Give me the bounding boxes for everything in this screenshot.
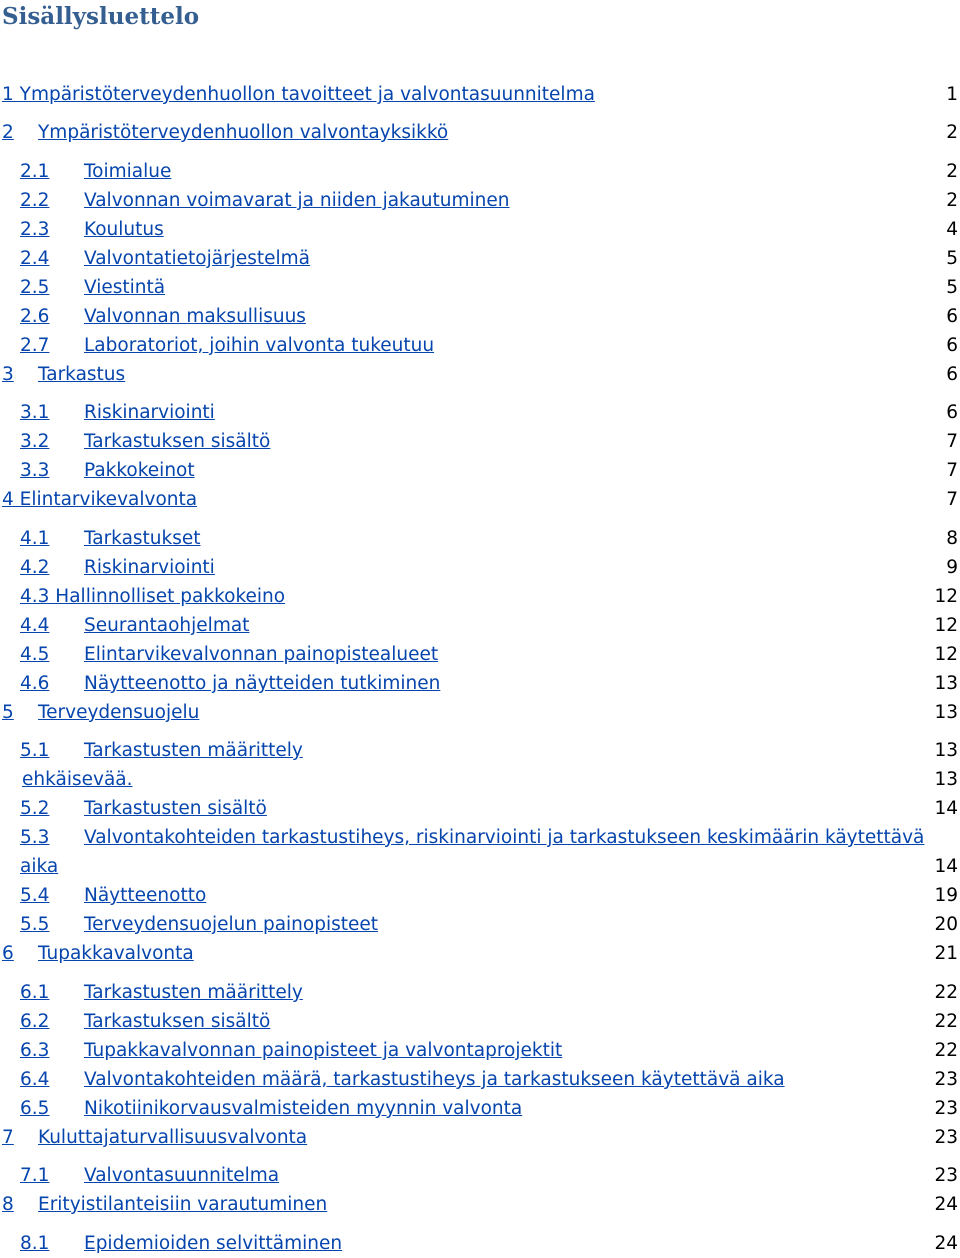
toc-number-link[interactable]: 2.5 xyxy=(20,277,50,298)
toc-page-number: 20 xyxy=(934,914,958,935)
toc-number-link[interactable]: 2.3 xyxy=(20,219,50,240)
toc-entry xyxy=(0,939,960,968)
toc-entry xyxy=(0,360,960,389)
toc-entry xyxy=(0,823,960,852)
toc-link[interactable]: 4.3 Hallinnolliset pakkokeino xyxy=(20,586,286,607)
toc-link[interactable]: Valvontasuunnitelma xyxy=(84,1165,280,1186)
toc-link[interactable]: Tarkastuksen sisältö xyxy=(84,431,271,452)
toc-link[interactable]: Pakkokeinot xyxy=(84,460,195,481)
toc-entry xyxy=(0,157,960,186)
toc-page-number: 23 xyxy=(934,1127,958,1148)
toc-number-link[interactable]: 3.2 xyxy=(20,431,50,452)
toc-link[interactable]: Laboratoriot, joihin valvonta tukeutuu xyxy=(84,335,435,356)
toc-page-number: 22 xyxy=(934,1011,958,1032)
toc-link[interactable]: Tarkastusten määrittely xyxy=(84,982,303,1003)
toc-number-link[interactable]: 4.2 xyxy=(20,557,50,578)
toc-page-number: 4 xyxy=(946,219,958,240)
toc-page-number: 24 xyxy=(934,1194,958,1215)
toc-number-link[interactable]: 5 xyxy=(2,702,14,723)
toc-entry xyxy=(0,80,960,109)
toc-page-number: 23 xyxy=(934,1098,958,1119)
toc-link[interactable]: Koulutus xyxy=(84,219,164,240)
toc-page-number: 2 xyxy=(946,122,958,143)
toc-number-link[interactable]: 5.1 xyxy=(20,740,50,761)
toc-entry xyxy=(0,1229,960,1258)
toc-number-link[interactable]: 5.5 xyxy=(20,914,50,935)
toc-link[interactable]: Tarkastukset xyxy=(84,528,201,549)
toc-entry xyxy=(0,852,960,881)
toc-entry xyxy=(0,1036,960,1065)
toc-entry xyxy=(0,1094,960,1123)
toc-number-link[interactable]: 2 xyxy=(2,122,14,143)
toc-entry xyxy=(0,244,960,273)
toc-number-link[interactable]: 4.5 xyxy=(20,644,50,665)
toc-page-number: 2 xyxy=(946,161,958,182)
toc-entry xyxy=(0,640,960,669)
toc-entry xyxy=(0,582,960,611)
toc-number-link[interactable]: 4.1 xyxy=(20,528,50,549)
toc-entry xyxy=(0,302,960,331)
toc-entry xyxy=(0,698,960,727)
toc-entry xyxy=(0,118,960,147)
toc-entry xyxy=(0,669,960,698)
toc-number-link[interactable]: 7.1 xyxy=(20,1165,50,1186)
toc-entry xyxy=(0,1161,960,1190)
toc-link[interactable]: Tupakkavalvonta xyxy=(38,943,194,964)
toc-link[interactable]: Tarkastus xyxy=(38,364,126,385)
toc-page-number: 7 xyxy=(946,489,958,510)
toc-number-link[interactable]: 2.1 xyxy=(20,161,50,182)
toc-link[interactable]: Tarkastusten sisältö xyxy=(84,798,267,819)
toc-number-link[interactable]: 6.4 xyxy=(20,1069,50,1090)
toc-page-number: 6 xyxy=(946,402,958,423)
toc-page-number: 5 xyxy=(946,248,958,269)
toc-link[interactable]: ehkäisevää. xyxy=(22,769,133,790)
toc-link[interactable]: Valvontatietojärjestelmä xyxy=(84,248,311,269)
toc-number-link[interactable]: 7 xyxy=(2,1127,14,1148)
toc-entry xyxy=(0,331,960,360)
toc-page-number: 6 xyxy=(946,306,958,327)
toc-page-number: 2 xyxy=(946,190,958,211)
toc-link[interactable]: Tarkastuksen sisältö xyxy=(84,1011,271,1032)
toc-link[interactable]: Kuluttajaturvallisuusvalvonta xyxy=(38,1127,308,1148)
toc-link[interactable]: Nikotiinikorvausvalmisteiden myynnin valvonta xyxy=(84,1098,523,1119)
toc-link[interactable]: Tupakkavalvonnan painopisteet ja valvontaprojektit xyxy=(84,1040,563,1061)
toc-entry xyxy=(0,186,960,215)
toc-link[interactable]: aika xyxy=(20,856,59,877)
toc-page-number: 21 xyxy=(934,943,958,964)
toc-number-link[interactable]: 4.6 xyxy=(20,673,50,694)
toc-number-link[interactable]: 6.3 xyxy=(20,1040,50,1061)
toc-number-link[interactable]: 6.1 xyxy=(20,982,50,1003)
toc-number-link[interactable]: 8 xyxy=(2,1194,14,1215)
toc-number-link[interactable]: 6.5 xyxy=(20,1098,50,1119)
toc-page-number: 6 xyxy=(946,364,958,385)
toc-entry xyxy=(0,456,960,485)
toc-link[interactable]: Näytteenotto ja näytteiden tutkiminen xyxy=(84,673,441,694)
toc-entry xyxy=(0,553,960,582)
toc-link[interactable]: Näytteenotto xyxy=(84,885,207,906)
toc-number-link[interactable]: 4.4 xyxy=(20,615,50,636)
toc-page-number: 6 xyxy=(946,335,958,356)
toc-number-link[interactable]: 2.2 xyxy=(20,190,50,211)
toc-link[interactable]: Viestintä xyxy=(84,277,166,298)
toc-page-number: 8 xyxy=(946,528,958,549)
toc-entry xyxy=(0,881,960,910)
toc-link[interactable]: Ympäristöterveydenhuollon valvontayksikkö xyxy=(38,122,449,143)
toc-link[interactable]: Valvontakohteiden tarkastustiheys, riskinarviointi ja tarkastukseen keskimäärin käytettävä xyxy=(84,827,925,848)
toc-entry xyxy=(0,1123,960,1152)
toc-page-number: 23 xyxy=(934,1069,958,1090)
toc-link[interactable]: Valvonnan voimavarat ja niiden jakautuminen xyxy=(84,190,510,211)
toc-link[interactable]: Toimialue xyxy=(84,161,172,182)
toc-page-number: 13 xyxy=(934,769,958,790)
toc-number-link[interactable]: 2.4 xyxy=(20,248,50,269)
toc-page-number: 13 xyxy=(934,740,958,761)
toc-link[interactable]: Elintarvikevalvonnan painopistealueet xyxy=(84,644,439,665)
toc-page-number: 22 xyxy=(934,1040,958,1061)
toc-link[interactable]: Terveydensuojelu xyxy=(38,702,200,723)
toc-number-link[interactable]: 3.1 xyxy=(20,402,50,423)
toc-page-number: 22 xyxy=(934,982,958,1003)
toc-link[interactable]: Seurantaohjelmat xyxy=(84,615,250,636)
toc-page-number: 13 xyxy=(934,673,958,694)
toc-entry xyxy=(0,1190,960,1219)
toc-page-number: 7 xyxy=(946,431,958,452)
toc-entry xyxy=(0,611,960,640)
toc-link[interactable]: Riskinarviointi xyxy=(84,402,215,423)
toc-entry xyxy=(0,273,960,302)
toc-link[interactable]: Epidemioiden selvittäminen xyxy=(84,1233,343,1254)
toc-entry xyxy=(0,1007,960,1036)
toc-page-number: 14 xyxy=(934,798,958,819)
toc-entry xyxy=(0,485,960,514)
toc-link[interactable]: Tarkastusten määrittely xyxy=(84,740,303,761)
toc-link[interactable]: Valvontakohteiden määrä, tarkastustiheys ja tarkastukseen käytettävä aika xyxy=(84,1069,785,1090)
toc-link[interactable]: Valvonnan maksullisuus xyxy=(84,306,306,327)
toc-entry xyxy=(0,427,960,456)
toc-page-number: 23 xyxy=(934,1165,958,1186)
toc-page-number: 1 xyxy=(946,84,958,105)
toc-number-link[interactable]: 2.7 xyxy=(20,335,50,356)
toc-page-number: 14 xyxy=(934,856,958,877)
toc-page-number: 9 xyxy=(946,557,958,578)
toc-page-number: 19 xyxy=(934,885,958,906)
toc-page-number: 24 xyxy=(934,1233,958,1254)
toc-number-link[interactable]: 3.3 xyxy=(20,460,50,481)
toc-entry xyxy=(0,765,960,794)
toc-page-number: 7 xyxy=(946,460,958,481)
toc-number-link[interactable]: 3 xyxy=(2,364,14,385)
toc-number-link[interactable]: 2.6 xyxy=(20,306,50,327)
toc-number-link[interactable]: 5.2 xyxy=(20,798,50,819)
toc-number-link[interactable]: 6 xyxy=(2,943,14,964)
toc-number-link[interactable]: 8.1 xyxy=(20,1233,50,1254)
toc-number-link[interactable]: 5.3 xyxy=(20,827,50,848)
toc-link[interactable]: Erityistilanteisiin varautuminen xyxy=(38,1194,328,1215)
toc-number-link[interactable]: 5.4 xyxy=(20,885,50,906)
toc-number-link[interactable]: 6.2 xyxy=(20,1011,50,1032)
page-title: Sisällysluettelo xyxy=(2,3,200,30)
toc-link[interactable]: 4 Elintarvikevalvonta xyxy=(2,489,198,510)
toc-page-number: 12 xyxy=(934,615,958,636)
toc-link[interactable]: Terveydensuojelun painopisteet xyxy=(84,914,379,935)
toc-entry xyxy=(0,1065,960,1094)
toc-page-number: 5 xyxy=(946,277,958,298)
toc-page-number: 13 xyxy=(934,702,958,723)
toc-link[interactable]: Riskinarviointi xyxy=(84,557,215,578)
toc-entry xyxy=(0,524,960,553)
toc-entry xyxy=(0,215,960,244)
toc-entry xyxy=(0,794,960,823)
toc-link[interactable]: 1 Ympäristöterveydenhuollon tavoitteet ja valvontasuunnitelma xyxy=(2,84,595,105)
toc-page-number: 12 xyxy=(934,644,958,665)
toc-page-number: 12 xyxy=(934,586,958,607)
toc-entry xyxy=(0,978,960,1007)
toc-entry xyxy=(0,910,960,939)
toc-entry xyxy=(0,398,960,427)
toc-entry xyxy=(0,736,960,765)
